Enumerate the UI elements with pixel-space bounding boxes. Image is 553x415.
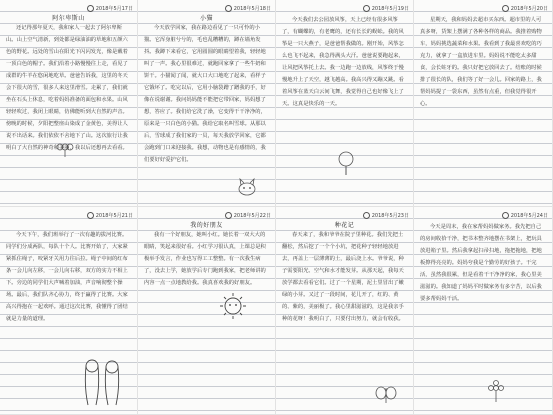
flower-doodle (484, 379, 508, 403)
weather-sun-icon (87, 212, 94, 219)
page-body-text: 还记得那年夏天，我和家人一起去了阿尔卑斯山。山上空气清新，到处都是绿油油的草地和五颜六色的野花。远处的雪山在阳光下闪闪发光，像是戴着一顶白色的帽子。我们沿着小路慢慢往上走，看见了成群的牛羊在悠闲地吃草。爸爸告诉我，这里的冬天会下很大的雪，很多人来这里滑雪。走累了，我们就坐在石头上休息，吃着妈妈准备的面包和水果。山风轻轻吹过，我闭上眼睛，仿佛能听到大自然的声音。傍晚的时候，夕阳把整座山染成了金黄色，美得让人说不出话来。我们依依不舍地下了山。这次旅行让我明白了大自然的神奇和美丽，我以后还想再去看看。 (6, 25, 128, 151)
page-title: 小猫 (199, 15, 213, 22)
sun-face-doodle (218, 291, 248, 321)
page-date: 2018年5月22日 (233, 212, 271, 219)
girls-doodle (80, 357, 124, 409)
diary-page-2 (138, 0, 276, 207)
page-date: 2018年5月17日 (95, 5, 133, 12)
diary-page-6 (138, 207, 276, 415)
weather-sun-icon (502, 212, 509, 219)
diary-page-7 (276, 207, 414, 415)
page-date: 2018年5月19日 (371, 5, 409, 12)
page-body-text: 今天是周末，我在家帮妈妈做家务。我先把自己的房间收拾干净，把书本整齐地摆在书架上，把玩具放进箱子里。然后我拿起扫帚扫地，拖把拖地，把地板擦得亮亮的。妈妈夸我是个勤劳的好孩子。干完活，虽然我很累，但是看着干干净净的家，我心里美滋滋的。我知道了妈妈平时做家务有多辛苦，以后我要多帮妈妈干活。 (420, 224, 542, 302)
page-header (280, 3, 409, 13)
weather-sun-icon (363, 5, 370, 12)
diary-page-5 (0, 207, 138, 415)
page-body-text: 今天放学回家，我在路边看见了一只可怜的小猫。它浑身脏兮兮的，毛也乱糟糟的，蹲在墙角发抖。我蹲下来看它，它用圆圆的眼睛望着我，轻轻地叫了一声。我心里很难过，就跑回家拿了一些牛奶和饼干。小猫闻了闻，就大口大口地吃了起来，看样子它饿坏了。吃完以后，它用小脑袋蹭了蹭我的手，好像在说谢谢。我问妈妈能不能把它带回家，妈妈想了想，答应了。我们给它洗了澡，它变得干干净净的，原来是一只白色的小猫。我给它取名叫雪球。从那以后，雪球成了我们家的一员，每天我放学回家，它都会跑到门口来迎接我。我想，动物也是有感情的，我们要好好爱护它们。 (144, 25, 266, 163)
butterfly-doodle (374, 385, 398, 405)
page-body-text: 今天我们去公园放风筝，天上已经有很多风筝了，有蝴蝶的，有老鹰的，还有长长的蜈蚣。我的风筝是一只大燕子，是爸爸帮我做的。刚开始，风筝怎么也飞不起来，我急得满头大汗。爸爸说要跑起来，让风把风筝托上去。我一边跑一边放线，风筝终于慢慢地升上了天空，越飞越高。我高兴得又蹦又跳。看着风筝在蓝天白云间飞舞，我觉得自己也好像飞上了天。这真是快乐的一天。 (282, 17, 404, 107)
weather-sun-icon (363, 212, 370, 219)
page-date: 2018年5月24日 (510, 212, 548, 219)
page-header (418, 3, 548, 13)
page-header (142, 210, 271, 220)
diary-page-8 (414, 207, 553, 415)
page-body-text: 今天下午，我们班举行了一次有趣的拔河比赛。同学们分成两队，每队十个人。比赛开始了，大家紧紧抓住绳子，咬紧牙关用力往后拉。绳子中间的红布条一会儿向左移，一会儿向右移，双方的实力不相上下。旁边的同学们大声喊着加油，声音响彻整个操场。最后，我们队齐心协力，终于赢得了比赛。大家高兴得抱在一起欢呼。通过这次比赛，我懂得了团结就是力量的道理。 (6, 232, 128, 322)
weather-sun-icon (225, 212, 232, 219)
page-date: 2018年5月18日 (233, 5, 271, 12)
page-body-text: 星期天，我和妈妈去超市买东西。超市里的人可真多呀，货架上摆满了各种各样的商品。我推着购物车，妈妈挑选蔬菜和水果。我看到了我最喜欢吃的巧克力，就拿了一盒放进车里。妈妈说不能吃太多甜食，会长蛀牙的。我只好把它放回去了。结账的时候排了很长的队，我们等了好一会儿。回家的路上，我帮妈妈提了一袋东西，虽然有点重，但我觉得很开心。 (420, 17, 542, 107)
page-header (142, 3, 271, 13)
page-title: 我的好朋友 (190, 222, 223, 229)
page-date: 2018年5月23日 (371, 212, 409, 219)
page-body-text: 我有一个好朋友，她叫小红。她长着一双大大的眼睛，笑起来很好看。小红学习很认真，上课总是积极举手发言，作业也写得工工整整。有一次我生病了，没去上学，她放学后专门跑到我家，把老师讲的内容一点一点地教给我。我真喜欢我的好朋友。 (144, 232, 266, 286)
page-date: 2018年5月20日 (510, 5, 548, 12)
diary-page-3 (276, 0, 414, 207)
page-header (280, 210, 409, 220)
page-header (418, 210, 548, 220)
cat-doodle (234, 176, 260, 198)
diary-page-4 (414, 0, 553, 207)
flower-doodle (54, 140, 76, 158)
page-title: 阿尔卑斯山 (52, 15, 85, 22)
weather-sun-icon (225, 5, 232, 12)
page-title: 种花记 (334, 222, 355, 229)
diary-page-1 (0, 0, 138, 207)
page-header (4, 210, 133, 220)
page-date: 2018年5月21日 (95, 212, 133, 219)
page-body-text: 春天来了，我和爷爷在院子里种花。我们先把土翻松，然后挖了一个个小坑，把花种子轻轻地放进去，再盖上一层薄薄的土，最后浇上水。爷爷说，种子需要阳光、空气和水才能发芽。从那天起，我每天放学都去看看它们。过了一个星期，泥土里冒出了嫩绿的小芽。又过了一段时间，花儿开了，红的、黄的、紫的，美丽极了。我心里甜滋滋的，这是我亲手种的花呀！我明白了，只要付出努力，就会有收获。 (282, 232, 404, 322)
weather-sun-icon (87, 5, 94, 12)
weather-sun-icon (502, 5, 509, 12)
tree-doodle (336, 150, 356, 176)
page-header (4, 3, 133, 13)
